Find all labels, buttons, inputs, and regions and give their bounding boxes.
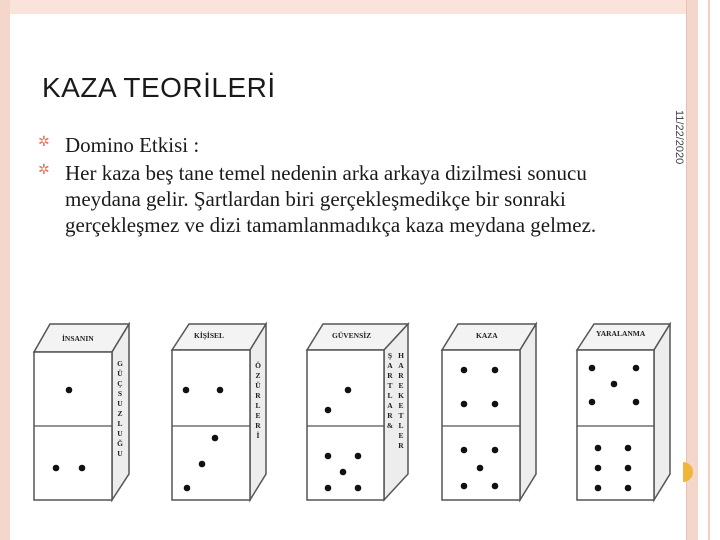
slide-date (665, 110, 687, 180)
pip (589, 365, 596, 372)
domino-side-face (520, 324, 536, 500)
domino-front-face (577, 350, 654, 500)
domino-4 (442, 324, 536, 500)
domino-front-face (442, 350, 520, 500)
bullet-list (38, 132, 638, 240)
top-accent-bar (10, 0, 686, 14)
pip (633, 399, 640, 406)
pip (633, 365, 640, 372)
pip (325, 453, 332, 460)
bullet-text: Her kaza beş tane temel nedenin arka arkaya dizilmesi sonucu meydana gelir. Şartlardan biri gerçekleşmedikçe bir sonraki gerçekleşmez ve dizi tamamlanmadıkça kaza meydana gelmez. (65, 161, 597, 237)
domino-top-label: YARALANMA (596, 329, 646, 338)
pip (461, 483, 468, 490)
domino-top-label: İNSANIN (62, 334, 94, 343)
pip (184, 485, 191, 492)
pip (183, 387, 190, 394)
domino-illustration (0, 310, 720, 540)
pip (625, 445, 632, 452)
pip (595, 485, 602, 492)
domino-side-label: Ö Z Ü R L E R İ (255, 361, 261, 440)
domino-2 (172, 324, 266, 500)
pip (595, 445, 602, 452)
domino-side-face (654, 324, 670, 500)
pip (625, 465, 632, 472)
domino-3 (307, 324, 408, 500)
domino-top-label: KAZA (476, 331, 498, 340)
sun-bullet-icon: ✲ (38, 135, 50, 150)
bullet-item (38, 160, 638, 238)
pip (340, 469, 347, 476)
sun-bullet-icon: ✲ (38, 163, 50, 178)
pip (595, 465, 602, 472)
domino-side-label: G Ü Ç S U Z L U Ğ U (117, 359, 123, 458)
domino-top-label: GÜVENSİZ (332, 331, 372, 340)
date-text: 11/22/2020 (673, 110, 685, 165)
pip (199, 461, 206, 468)
pip (325, 407, 332, 414)
pip (355, 453, 362, 460)
domino-side-label: H A R E K E T L E R (398, 351, 404, 450)
pip (461, 401, 468, 408)
pip (345, 387, 352, 394)
pip (492, 401, 499, 408)
pip (212, 435, 219, 442)
pip (589, 399, 596, 406)
domino-front-face (172, 350, 250, 500)
pip (79, 465, 86, 472)
pip (461, 447, 468, 454)
bullet-item (38, 132, 638, 158)
bullet-text: Domino Etkisi : (65, 133, 200, 157)
pip (611, 381, 618, 388)
domino-side-label: Ş A R T L A R & (386, 351, 394, 430)
pip (325, 485, 332, 492)
domino-5 (577, 324, 670, 500)
domino-top-label: KİŞİSEL (194, 331, 225, 340)
pip (355, 485, 362, 492)
pip (477, 465, 484, 472)
pip (461, 367, 468, 374)
pip (492, 483, 499, 490)
pip (625, 485, 632, 492)
pip (492, 447, 499, 454)
pip (492, 367, 499, 374)
pip (66, 387, 73, 394)
pip (217, 387, 224, 394)
domino-front-face (307, 350, 384, 500)
pip (53, 465, 60, 472)
domino-1 (34, 324, 129, 500)
slide-title: KAZA TEORİLERİ (42, 72, 276, 103)
